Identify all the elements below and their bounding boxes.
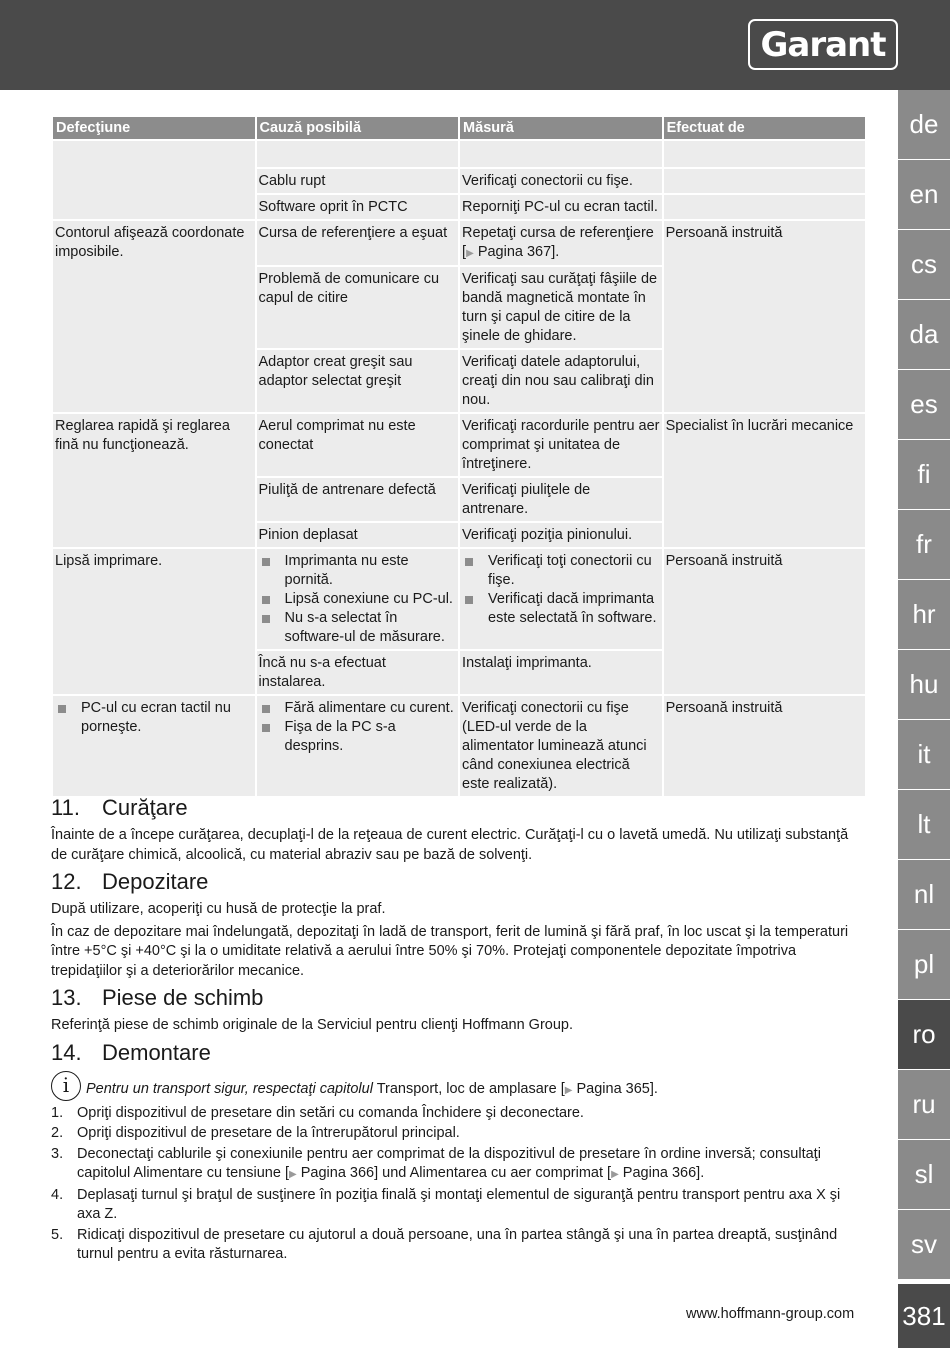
cause-cell: Cursa de referenţiere a eşuat [257, 221, 459, 265]
lang-tab-da[interactable]: da [898, 300, 950, 370]
measure-list [462, 552, 660, 628]
lang-tab-hr[interactable]: hr [898, 580, 950, 650]
defect-list [55, 699, 253, 737]
info-note [51, 1071, 867, 1101]
by-cell: Specialist în lucrări mecanice [664, 414, 865, 547]
list-item: 4. Deplasaţi turnul şi braţul de susţinere în poziţia finală şi montaţi elementul de siguranţă pentru transport pentru axa X şi axa Z. [51, 1186, 841, 1222]
link-arrow-icon: ▶ [564, 1085, 573, 1096]
lang-tab-fi[interactable]: fi [898, 440, 950, 510]
list-item: Fişa de la PC s-a desprins. [259, 718, 457, 756]
page-link[interactable]: Pagina 366 [300, 1165, 375, 1181]
page-link[interactable]: Pagina 365 [576, 1081, 650, 1097]
measure-cell: Verificaţi datele adaptorului, creaţi din nou sau calibraţi din nou. [460, 350, 662, 412]
col-header-by: Efectuat de [664, 117, 865, 139]
list-item: Verificaţi toţi conectorii cu fişe. [462, 552, 660, 590]
cause-cell: Încă nu s-a efectuat instalarea. [257, 651, 459, 694]
page-link[interactable]: Pagina 367 [477, 244, 552, 260]
section-heading-spare-parts: 13. Piese de schimb [51, 985, 264, 1010]
col-header-defect: Defecţiune [53, 117, 255, 139]
section-heading-storage: 12. Depozitare [51, 869, 209, 894]
lang-tab-lt[interactable]: lt [898, 790, 950, 860]
by-cell: Persoană instruită [664, 696, 865, 796]
storage-text-2: În caz de depozitare mai îndelungată, depozitaţi în ladă de transport, ferit de lumină şi fără praf, în loc uscat şi la temperaturi între +5°C şi +40°C şi la o umiditate relativă a aerului între 50% şi 70%. Protejaţi componentele depozitate împotriva trepidaţiilor şi a deteriorărilor mecanice. [51, 923, 849, 979]
measure-cell: Verificaţi poziţia pinionului. [460, 523, 662, 547]
section-heading-dismantling: 14. Demontare [51, 1039, 211, 1065]
section-heading-cleaning: 11. Curăţare [51, 795, 188, 820]
measure-text: Repetaţi cursa de referenţiere [ [462, 225, 654, 260]
cause-cell: Cablu rupt [257, 169, 459, 193]
col-header-measure: Măsură [460, 117, 662, 139]
by-cell-empty [664, 195, 865, 219]
link-arrow-icon: ▶ [466, 248, 474, 259]
measure-cell: Verificaţi conectorii cu fişe (LED-ul verde de la alimentator luminează atunci când conexiunea electrică este realizată). [460, 696, 662, 796]
cause-cell [257, 696, 459, 796]
list-item: Fără alimentare cu curent. [259, 699, 457, 718]
list-item: 1. Opriţi dispozitivul de presetare din setări cu comanda Închidere şi deconectare. [51, 1104, 584, 1121]
list-item: Lipsă conexiune cu PC-ul. [259, 590, 457, 609]
list-item: PC-ul cu ecran tactil nu porneşte. [55, 699, 253, 737]
measure-cell: Verificaţi conectorii cu fişe. [460, 169, 662, 193]
language-tabs [898, 90, 950, 1280]
table-row [53, 141, 865, 167]
lang-tab-pl[interactable]: pl [898, 930, 950, 1000]
cause-cell: Piuliţă de antrenare defectă [257, 478, 459, 521]
by-cell: Persoană instruită [664, 221, 865, 412]
measure-cell [460, 221, 662, 265]
cause-cell: Aerul comprimat nu este conectat [257, 414, 459, 476]
list-item: 3. Deconectaţi cablurile şi conexiunile pentru aer comprimat de la dispozitivul de presetare în ordine inversă; consultaţi capitolul Alimentare cu tensiune [▶ Pagina 366] und Alimentarea cu aer comprimat [▶ Pagina 366]. [51, 1145, 821, 1181]
measure-cell-empty [460, 141, 662, 167]
table-row [53, 549, 865, 649]
list-item: 2. Opriţi dispozitivul de presetare de la întrerupătorul principal. [51, 1125, 460, 1141]
link-arrow-icon: ▶ [611, 1169, 619, 1180]
defect-cell: Contorul afişează coordonate imposibile. [53, 221, 255, 412]
lang-tab-de[interactable]: de [898, 90, 950, 160]
cause-cell-empty [257, 141, 459, 167]
lang-tab-fr[interactable]: fr [898, 510, 950, 580]
lang-tab-nl[interactable]: nl [898, 860, 950, 930]
lang-tab-sv[interactable]: sv [898, 1210, 950, 1280]
measure-text: ]. [551, 244, 560, 260]
cause-list [259, 699, 457, 756]
defect-cell-empty [53, 141, 255, 219]
list-item: Verificaţi dacă imprimanta este selectată în software. [462, 590, 660, 628]
cause-cell: Pinion deplasat [257, 523, 459, 547]
lang-tab-ru[interactable]: ru [898, 1070, 950, 1140]
lang-tab-it[interactable]: it [898, 720, 950, 790]
cause-list [259, 552, 457, 647]
lang-tab-hu[interactable]: hu [898, 650, 950, 720]
by-cell-empty [664, 141, 865, 167]
list-item: Nu s-a selectat în software-ul de măsurare. [259, 609, 457, 647]
main-content [51, 792, 867, 1266]
page-link[interactable]: Pagina 366 [622, 1165, 697, 1181]
list-item: Imprimanta nu este pornită. [259, 552, 457, 590]
by-cell: Persoană instruită [664, 549, 865, 694]
defect-cell: Lipsă imprimare. [53, 549, 255, 694]
col-header-cause: Cauză posibilă [257, 117, 459, 139]
lang-tab-ro[interactable]: ro [898, 1000, 950, 1070]
cause-cell [257, 549, 459, 649]
spare-parts-text: Referinţă piese de schimb originale de la Serviciul pentru clienţi Hoffmann Group. [51, 1017, 574, 1033]
measure-cell: Verificaţi racordurile pentru aer comprimat şi unitatea de întreţinere. [460, 414, 662, 476]
defect-cell [53, 696, 255, 796]
cause-cell: Adaptor creat greşit sau adaptor selectat greşit [257, 350, 459, 412]
garant-logo: Garant [748, 19, 898, 70]
cleaning-text: Înainte de a începe curăţarea, decuplaţi-l de la reţeaua de curent electric. Curăţaţi-l cu o lavetă umedă. Nu utilizaţi substanţă de curăţare chimică, alcoolică, cu material abraziv sau pe bază de solvenţi. [51, 827, 849, 863]
measure-cell [460, 549, 662, 649]
note-text: Pentru un transport sigur, respectaţi capitolul Transport, loc de amplasare [▶ Pagina 365]. [86, 1081, 658, 1097]
footer-url[interactable]: www.hoffmann-group.com [686, 1306, 855, 1322]
link-arrow-icon: ▶ [289, 1169, 297, 1180]
by-cell-empty [664, 169, 865, 193]
page-number: 381 [898, 1284, 950, 1348]
lang-tab-cs[interactable]: cs [898, 230, 950, 300]
storage-text-1: După utilizare, acoperiţi cu husă de protecţie la praf. [51, 901, 386, 917]
cause-cell: Problemă de comunicare cu capul de citire [257, 267, 459, 348]
table-row [53, 414, 865, 476]
table-row [53, 221, 865, 265]
dismantling-steps [51, 1104, 867, 1265]
table-row [53, 696, 865, 796]
measure-cell: Instalaţi imprimanta. [460, 651, 662, 694]
lang-tab-en[interactable]: en [898, 160, 950, 230]
info-icon: i [51, 1071, 81, 1101]
table-header-row [53, 117, 865, 139]
cause-cell: Software oprit în PCTC [257, 195, 459, 219]
header-bar [0, 0, 950, 90]
troubleshooting-table [51, 115, 867, 798]
measure-cell: Verificaţi sau curăţaţi fâşiile de bandă magnetică montate în turn şi capul de citire de la şinele de ghidare. [460, 267, 662, 348]
list-item: 5. Ridicaţi dispozitivul de presetare cu ajutorul a două persoane, una în partea stângă şi una în partea dreaptă, susţinând turnul pentru a evita răsturnarea. [51, 1226, 838, 1262]
measure-cell: Verificaţi piuliţele de antrenare. [460, 478, 662, 521]
lang-tab-sl[interactable]: sl [898, 1140, 950, 1210]
lang-tab-es[interactable]: es [898, 370, 950, 440]
defect-cell: Reglarea rapidă şi reglarea fină nu funcţionează. [53, 414, 255, 547]
measure-cell: Reporniţi PC-ul cu ecran tactil. [460, 195, 662, 219]
